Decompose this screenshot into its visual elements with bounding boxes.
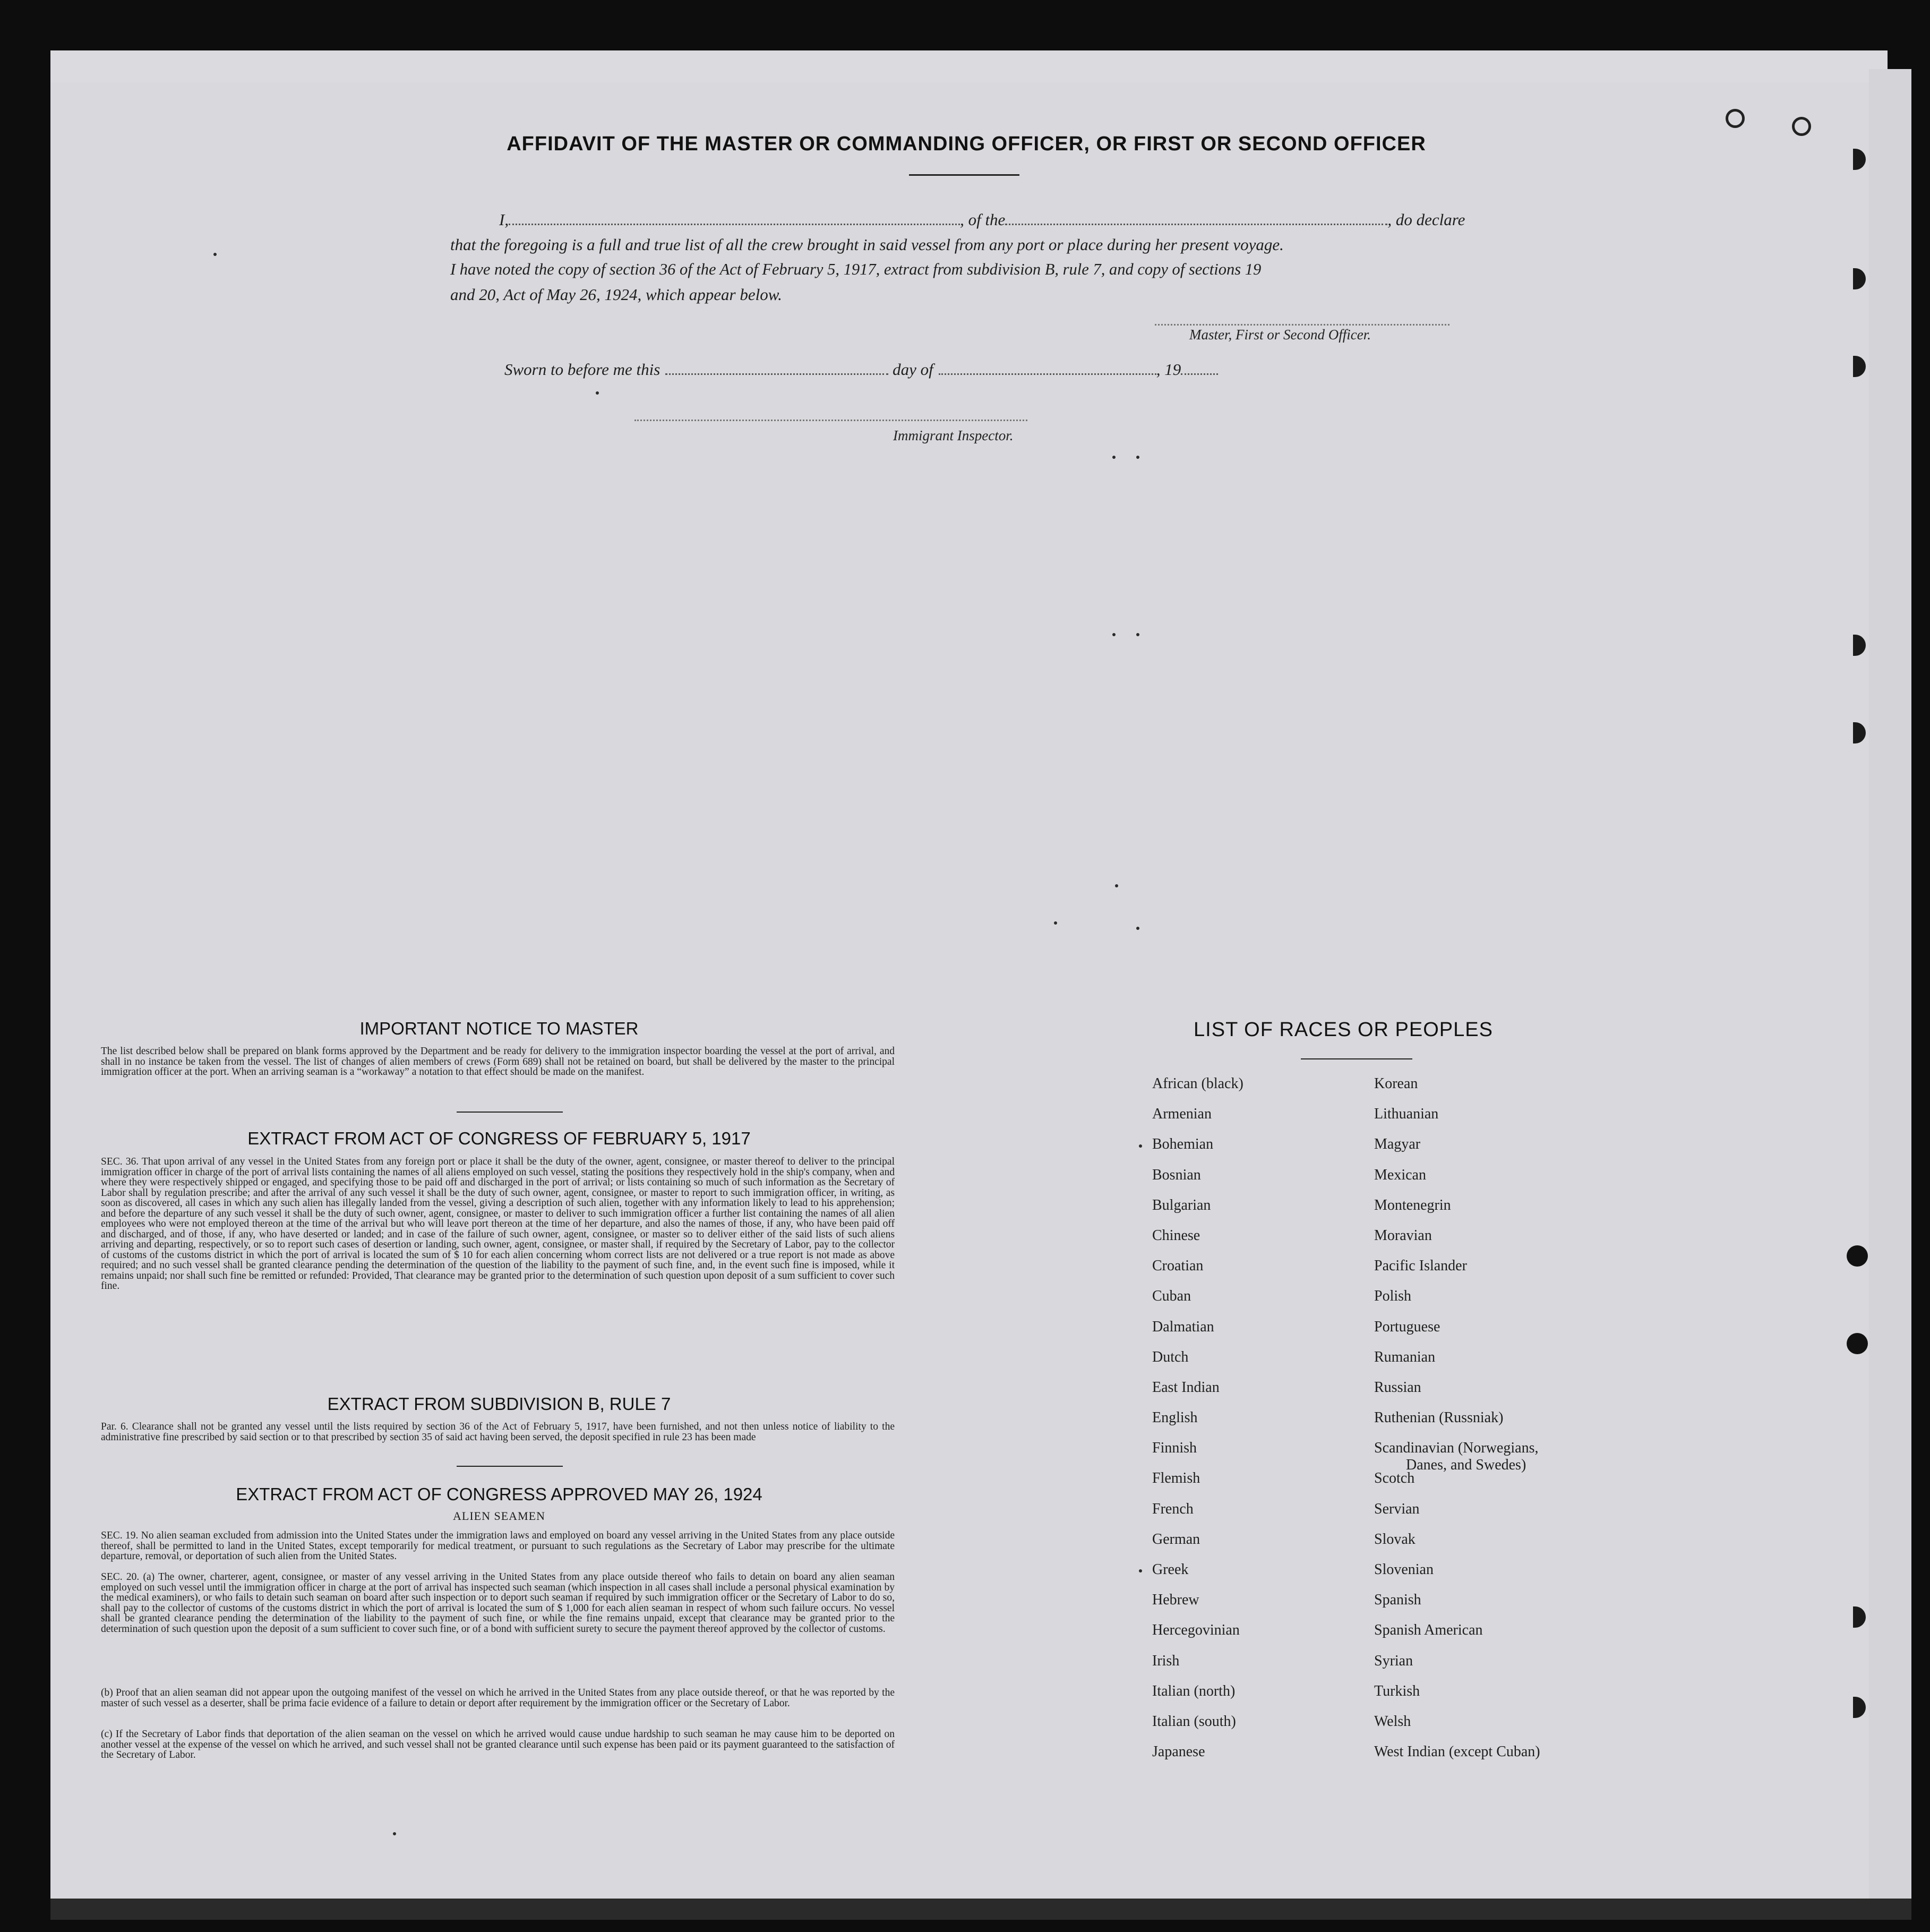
race-item: Flemish	[1152, 1470, 1200, 1487]
ink-speck	[1136, 927, 1139, 930]
binder-hole-icon	[1792, 117, 1811, 136]
race-item: Turkish	[1374, 1682, 1420, 1699]
race-item: Spanish	[1374, 1592, 1421, 1609]
race-item: Servian	[1374, 1500, 1420, 1517]
ink-speck	[1054, 921, 1057, 925]
sec20a-text: SEC. 20. (a) The owner, charterer, agent, consignee, or master of any vessel arriving in the United States from any place outside thereof who fails to detain on board any alien seaman employed on such vessel until the immigration officer in charge at the port of arrival has inspected such seaman (which inspection in all cases shall include a personal physical examination by the medical examiners), or who fails to detain such seaman on board after such inspection or to deport such seaman if required by such immigration officer or the Secretary of Labor to do so, shall pay to the collector of customs of the customs district in which the port of arrival is located the sum of $ 1,000 for each alien seaman in respect of whom such failure occurs. No vessel shall be granted clearance pending the determination of the liability to the payment of such fine, or while the fine remains unpaid, except that clearance may be granted prior to the determination of such question upon the deposit of a sum sufficient to cover such fine, or of a bond with sufficient surety to secure the payment thereof approved by the collector of customs.	[101, 1571, 895, 1635]
race-item: Spanish American	[1374, 1622, 1483, 1639]
race-item: Mexican	[1374, 1166, 1426, 1183]
race-item: Slovak	[1374, 1531, 1416, 1548]
race-item-line2: Danes, and Swedes)	[1406, 1457, 1526, 1474]
race-item: Montenegrin	[1374, 1196, 1451, 1213]
race-item: Greek	[1152, 1561, 1189, 1578]
sworn-month-blank	[939, 371, 1156, 375]
ink-speck	[1139, 1144, 1142, 1148]
alien-seamen-subheading: ALIEN SEAMEN	[453, 1509, 545, 1523]
race-item: Croatian	[1152, 1258, 1204, 1275]
race-item: Slovenian	[1374, 1561, 1434, 1578]
scan-bottom-border	[50, 1899, 1911, 1920]
affidavit-i-label: I,	[499, 210, 509, 229]
affidavit-line-2: that the foregoing is a full and true list of all the crew brought in said vessel from any port or place during her present voyage.	[450, 235, 1284, 254]
race-item: Portuguese	[1374, 1318, 1440, 1335]
race-item: Chinese	[1152, 1227, 1200, 1244]
ink-speck	[1115, 884, 1118, 887]
inspector-signature-label: Immigrant Inspector.	[893, 428, 1014, 443]
affidavit-do-declare: , do declare	[1387, 210, 1465, 229]
races-heading: LIST OF RACES OR PEOPLES	[1194, 1019, 1493, 1041]
extract-1924-heading: EXTRACT FROM ACT OF CONGRESS APPROVED MAY 26, 1924	[236, 1484, 762, 1504]
sec20b-text: (b) Proof that an alien seaman did not appear upon the outgoing manifest of the vessel on which he arrived in the United States from any place outside thereof, or that he was reported by the master of such vessel as a deserter, shall be prima facie evidence of a failure to detain or deport after requirement by the immigration officer or the Secretary of Labor.	[101, 1687, 895, 1709]
race-item: Welsh	[1374, 1713, 1411, 1730]
sworn-line	[504, 360, 1218, 379]
race-item: German	[1152, 1531, 1200, 1548]
race-item: French	[1152, 1500, 1194, 1517]
race-item: Syrian	[1374, 1652, 1413, 1669]
ink-speck	[1139, 1569, 1142, 1572]
race-item: Armenian	[1152, 1106, 1212, 1123]
ink-speck	[1136, 633, 1139, 636]
notice-divider	[457, 1112, 563, 1113]
race-item: East Indian	[1152, 1379, 1220, 1396]
sheet-top-edge	[50, 50, 1888, 82]
race-item	[1374, 1440, 1540, 1474]
affidavit-of-the: , of the	[960, 210, 1006, 229]
binder-hole-icon	[1847, 1245, 1868, 1267]
sworn-day-blank	[665, 371, 888, 375]
sec20c-text: (c) If the Secretary of Labor finds that deportation of the alien seaman on the vessel on which he arrived would cause undue hardship to such seaman he may cause him to be deported on another vessel at the expense of the vessel on which he arrived, and such vessel shall not be granted clearance until such expense has been paid or its payment guaranteed to the satisfaction of the Secretary of Labor.	[101, 1729, 895, 1760]
race-item: African (black)	[1152, 1075, 1243, 1092]
race-item: Lithuanian	[1374, 1106, 1439, 1123]
ink-speck	[596, 391, 599, 395]
race-item: Finnish	[1152, 1440, 1197, 1457]
ink-speck	[1136, 456, 1139, 459]
notice-body: The list described below shall be prepared on blank forms approved by the Department and be ready for delivery to the immigration inspector boarding the vessel at the port of arrival, and shall in no instance be taken from the vessel. The list of changes of alien members of crews (Form 689) shall not be retained on board, but shall be delivered by the master to the principal immigration officer at the port. When an arriving seaman is a “workaway” a notation to that effect should be made on the manifest.	[101, 1046, 895, 1078]
race-item: Bohemian	[1152, 1136, 1214, 1153]
year-prefix: , 19	[1156, 360, 1181, 379]
binder-hole-icon	[1847, 1333, 1868, 1354]
race-item: Rumanian	[1374, 1348, 1436, 1365]
bleed-through-text	[903, 191, 911, 207]
extract-1917-heading: EXTRACT FROM ACT OF CONGRESS OF FEBRUARY 5, 1917	[247, 1129, 751, 1148]
extract-1917-body: SEC. 36. That upon arrival of any vessel in the United States from any foreign port or place it shall be the duty of the owner, agent, consignee, or master thereof to deliver to the principal immigration officer in charge of the port of arrival lists containing the names of all aliens employed on such vessel, stating the positions they respectively hold in the ship's company, when and where they were respectively shipped or engaged, and specifying those to be paid off and discharged in the port of arrival; or lists containing so much of such information as the Secretary of Labor shall by regulation prescribe; and after the arrival of any such vessel it shall be the duty of such owner, agent, consignee, or master to report to such immigration officer, in writing, as soon as discovered, all cases in which any such alien has illegally landed from the vessel, giving a description of such alien, together with any information likely to lead to his apprehension; and before the departure of any such vessel it shall be the duty of such owner, agent, consignee, or master to deliver to such immigration officer a further list containing the names of all alien employees who were not employed thereon at the time of the arrival but who will leave port thereon at the time of her departure, and also the names of those, if any, who have been paid off and discharged, and of those, if any, who have deserted or landed; and in case of the failure of such owner, agent, consignee, or master so to deliver either of the said lists of such aliens arriving and departing, respectively, or so to report such cases of desertion or landing, such owner, agent, consignee, or master shall, if required by the Secretary of Labor, pay to the collector of customs of the customs district in which the port of arrival is located the sum of $ 10 for each alien concerning whom correct lists are not delivered or a true report is not made as above required; and no such vessel shall be granted clearance pending the determination of the question of the liability to the payment of such fine, and, in the event such fine is imposed, while it remains unpaid; nor shall such fine be remitted or refunded: Provided, That clearance may be granted prior to the determination of such question upon deposit of a sum sufficient to cover such fine.	[101, 1156, 895, 1292]
race-item: Scotch	[1374, 1470, 1415, 1487]
title-underline	[909, 174, 1019, 176]
race-item: West Indian (except Cuban)	[1374, 1743, 1540, 1760]
race-item: English	[1152, 1409, 1198, 1426]
extract-rule7-heading: EXTRACT FROM SUBDIVISION B, RULE 7	[327, 1394, 671, 1414]
vessel-blank	[1005, 221, 1387, 225]
race-item: Moravian	[1374, 1227, 1432, 1244]
race-item: Italian (north)	[1152, 1682, 1236, 1699]
races-divider	[1301, 1058, 1412, 1059]
sec19-text: SEC. 19. No alien seaman excluded from admission into the United States under the immigration laws and employed on board any vessel arriving in the United States from any place outside thereof, shall be permitted to land in the United States, except temporarily for medical treatment, or pursuant to such regulations as the Secretary of Labor may prescribe for the ultimate departure, removal, or deportation of such alien from the United States.	[101, 1530, 895, 1562]
race-item: Dutch	[1152, 1348, 1189, 1365]
race-item: Pacific Islander	[1374, 1258, 1467, 1275]
sworn-label: Sworn to before me this	[504, 360, 661, 379]
race-item-line1: Scandinavian (Norwegians,	[1374, 1440, 1539, 1457]
race-item: Italian (south)	[1152, 1713, 1236, 1730]
race-item: Hebrew	[1152, 1592, 1199, 1609]
race-item: Ruthenian (Russniak)	[1374, 1409, 1504, 1426]
notice-heading: IMPORTANT NOTICE TO MASTER	[359, 1019, 639, 1038]
race-item: Hercegovinian	[1152, 1622, 1240, 1639]
name-blank	[509, 221, 960, 225]
race-item: Japanese	[1152, 1743, 1205, 1760]
affidavit-line-4: and 20, Act of May 26, 1924, which appear below.	[450, 285, 782, 304]
ink-speck	[213, 253, 217, 256]
underlying-page-edge	[1869, 69, 1911, 1912]
officer-signature-line	[1155, 324, 1449, 326]
race-item: Dalmatian	[1152, 1318, 1214, 1335]
race-item: Magyar	[1374, 1136, 1421, 1153]
race-item: Korean	[1374, 1075, 1418, 1092]
sworn-year-blank	[1181, 371, 1218, 375]
race-item: Russian	[1374, 1379, 1421, 1396]
inspector-signature-line	[634, 420, 1027, 421]
race-item: Bulgarian	[1152, 1196, 1211, 1213]
ink-speck	[1112, 456, 1116, 459]
affidavit-title: AFFIDAVIT OF THE MASTER OR COMMANDING OFFICER, OR FIRST OR SECOND OFFICER	[507, 133, 1426, 155]
race-item: Cuban	[1152, 1288, 1191, 1305]
ink-speck	[393, 1832, 396, 1835]
day-of-label: day of	[893, 360, 933, 379]
binder-hole-icon	[1726, 109, 1745, 128]
ink-speck	[1112, 633, 1116, 636]
race-item: Polish	[1374, 1288, 1412, 1305]
races-left-column	[1152, 1075, 1243, 1774]
races-right-column	[1374, 1075, 1540, 1774]
affidavit-line-3: I have noted the copy of section 36 of the Act of February 5, 1917, extract from subdivision B, rule 7, and copy of sections 19	[450, 260, 1262, 278]
extract-rule7-body: Par. 6. Clearance shall not be granted any vessel until the lists required by section 36 of the Act of February 5, 1917, have been furnished, and not then unless notice of liability to the administrative fine prescribed by said section or to that prescribed by section 35 of said act having been served, the deposit specified in rule 23 has been made	[101, 1421, 895, 1443]
race-item: Irish	[1152, 1652, 1180, 1669]
affidavit-line-1	[450, 210, 1465, 229]
officer-signature-label: Master, First or Second Officer.	[1189, 327, 1371, 343]
rule7-divider	[457, 1466, 563, 1467]
race-item: Bosnian	[1152, 1166, 1201, 1183]
